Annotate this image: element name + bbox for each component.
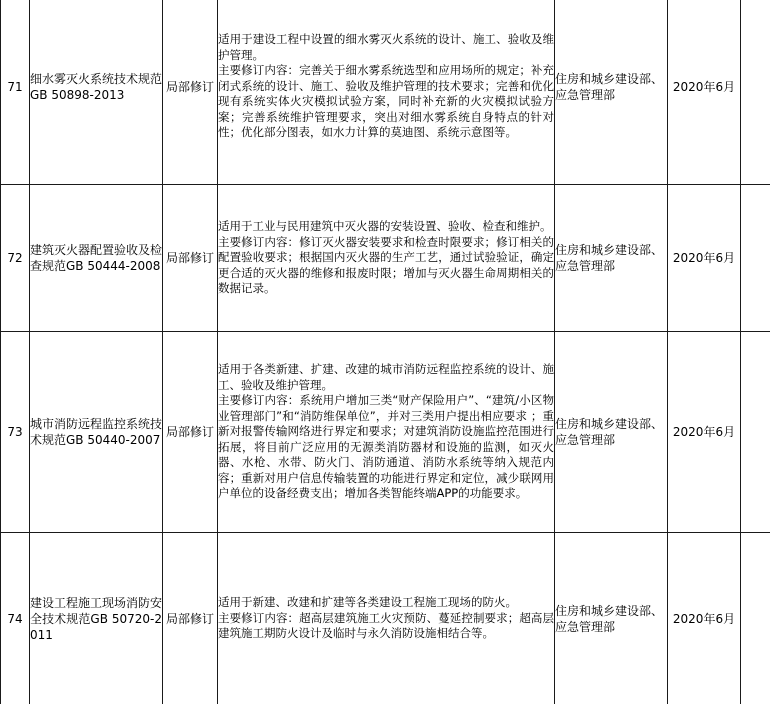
standard-name: 城市消防远程监控系统技术规范GB 50440-2007 bbox=[30, 417, 163, 447]
empty-cell[interactable] bbox=[741, 0, 770, 185]
department-cell[interactable] bbox=[555, 185, 668, 332]
changes-text: 主要修订内容：超高层建筑施工火灾预防、蔓延控制要求；超高层建筑施工期防火设计及临时与永久消防设施相结合等。 bbox=[218, 610, 554, 641]
row-number-cell[interactable] bbox=[1, 332, 30, 533]
table-row[interactable] bbox=[0, 533, 770, 704]
row-number: 73 bbox=[7, 425, 23, 439]
empty-cell[interactable] bbox=[741, 332, 770, 533]
revision-type: 局部修订 bbox=[165, 79, 214, 94]
date-cell[interactable] bbox=[668, 332, 741, 533]
table-row[interactable] bbox=[0, 0, 770, 185]
empty-cell[interactable] bbox=[741, 185, 770, 332]
standard-name-cell[interactable] bbox=[30, 332, 163, 533]
department-cell[interactable] bbox=[555, 0, 668, 185]
revision-type-cell[interactable] bbox=[163, 332, 218, 533]
revision-type-cell[interactable] bbox=[163, 533, 218, 704]
description-cell[interactable] bbox=[218, 185, 555, 332]
standard-name: 建筑灭火器配置验收及检查规范GB 50444-2008 bbox=[30, 243, 163, 273]
row-number-cell[interactable] bbox=[1, 185, 30, 332]
revision-type-cell[interactable] bbox=[163, 0, 218, 185]
changes-text: 主要修订内容：完善关于细水雾系统选型和应用场所的规定；补充闭式系统的设计、施工、验收及维护管理的技术要求；完善和优化现有系统实体火灾模拟试验方案，同时补充新的火灾模拟试验方案；完善系统维护管理要求，突出对细水雾系统自身特点的针对性；优化部分图表，如水力计算的莫迪图、系统示意图等。 bbox=[218, 63, 554, 140]
completion-date: 2020年6月 bbox=[672, 611, 736, 626]
description-cell[interactable] bbox=[218, 332, 555, 533]
revision-type: 局部修订 bbox=[165, 251, 214, 265]
department: 住房和城乡建设部、应急管理部 bbox=[555, 417, 664, 447]
changes-text: 主要修订内容：系统用户增加三类“财产保险用户”、“建筑/小区物业管理部门”和“消防维保单位”，并对三类用户提出相应要求 ；重新对报警传输网络进行界定和要求；对建筑消防设施监控范围进行拓展，将目前广泛应用的无源类消防器材和设施的监测，如灭火器、水枪、水带、防火门、消防通道、消防水系统等纳入规范内容；重新对用户信息传输装置的功能进行界定和定位，减少联网用户单位的设备经费支出；增加各类智能终端APP的功能要求。 bbox=[218, 393, 554, 501]
completion-date: 2020年6月 bbox=[672, 251, 736, 265]
standard-name-cell[interactable] bbox=[30, 185, 163, 332]
revision-type-cell[interactable] bbox=[163, 185, 218, 332]
standard-name: 建设工程施工现场消防安全技术规范GB 50720-2011 bbox=[30, 595, 163, 642]
row-number-cell[interactable] bbox=[1, 533, 30, 704]
scope-text: 适用于新建、改建和扩建等各类建设工程施工现场的防火。 bbox=[218, 595, 517, 610]
description-cell[interactable] bbox=[218, 0, 555, 185]
scope-text: 适用于建设工程中设置的细水雾灭火系统的设计、施工、验收及维护管理。 bbox=[218, 32, 554, 62]
description bbox=[218, 32, 554, 141]
standard-name-cell[interactable] bbox=[30, 533, 163, 704]
row-number: 74 bbox=[7, 611, 23, 626]
revision-type: 局部修订 bbox=[165, 611, 214, 626]
row-number: 71 bbox=[7, 79, 23, 94]
department-cell[interactable] bbox=[555, 332, 668, 533]
department: 住房和城乡建设部、应急管理部 bbox=[555, 71, 664, 102]
description bbox=[218, 595, 554, 642]
department-cell[interactable] bbox=[555, 533, 668, 704]
table-row[interactable] bbox=[0, 332, 770, 533]
changes-text: 主要修订内容：修订灭火器安装要求和检查时限要求；修订相关的配置验收要求；根据国内灭火器的生产工艺，通过试验验证，确定更合适的灭火器的维修和报废时限；增加与灭火器生命周期相关的数据记录。 bbox=[218, 234, 554, 296]
description-cell[interactable] bbox=[218, 533, 555, 704]
description bbox=[218, 362, 554, 502]
date-cell[interactable] bbox=[668, 0, 741, 185]
completion-date: 2020年6月 bbox=[672, 79, 736, 94]
department: 住房和城乡建设部、应急管理部 bbox=[555, 243, 664, 273]
scope-text: 适用于工业与民用建筑中灭火器的安装设置、验收、检查和维护。 bbox=[218, 219, 552, 234]
revision-type: 局部修订 bbox=[165, 425, 214, 439]
standard-name-cell[interactable] bbox=[30, 0, 163, 185]
table-row[interactable] bbox=[0, 185, 770, 332]
standard-name: 细水雾灭火系统技术规范GB 50898-2013 bbox=[30, 71, 163, 102]
date-cell[interactable] bbox=[668, 533, 741, 704]
empty-cell[interactable] bbox=[741, 533, 770, 704]
completion-date: 2020年6月 bbox=[672, 425, 736, 439]
row-number-cell[interactable] bbox=[1, 0, 30, 185]
department: 住房和城乡建设部、应急管理部 bbox=[555, 603, 664, 634]
description bbox=[218, 219, 554, 297]
row-number: 72 bbox=[7, 251, 23, 265]
date-cell[interactable] bbox=[668, 185, 741, 332]
scope-text: 适用于各类新建、扩建、改建的城市消防远程监控系统的设计、施工、验收及维护管理。 bbox=[218, 362, 554, 392]
